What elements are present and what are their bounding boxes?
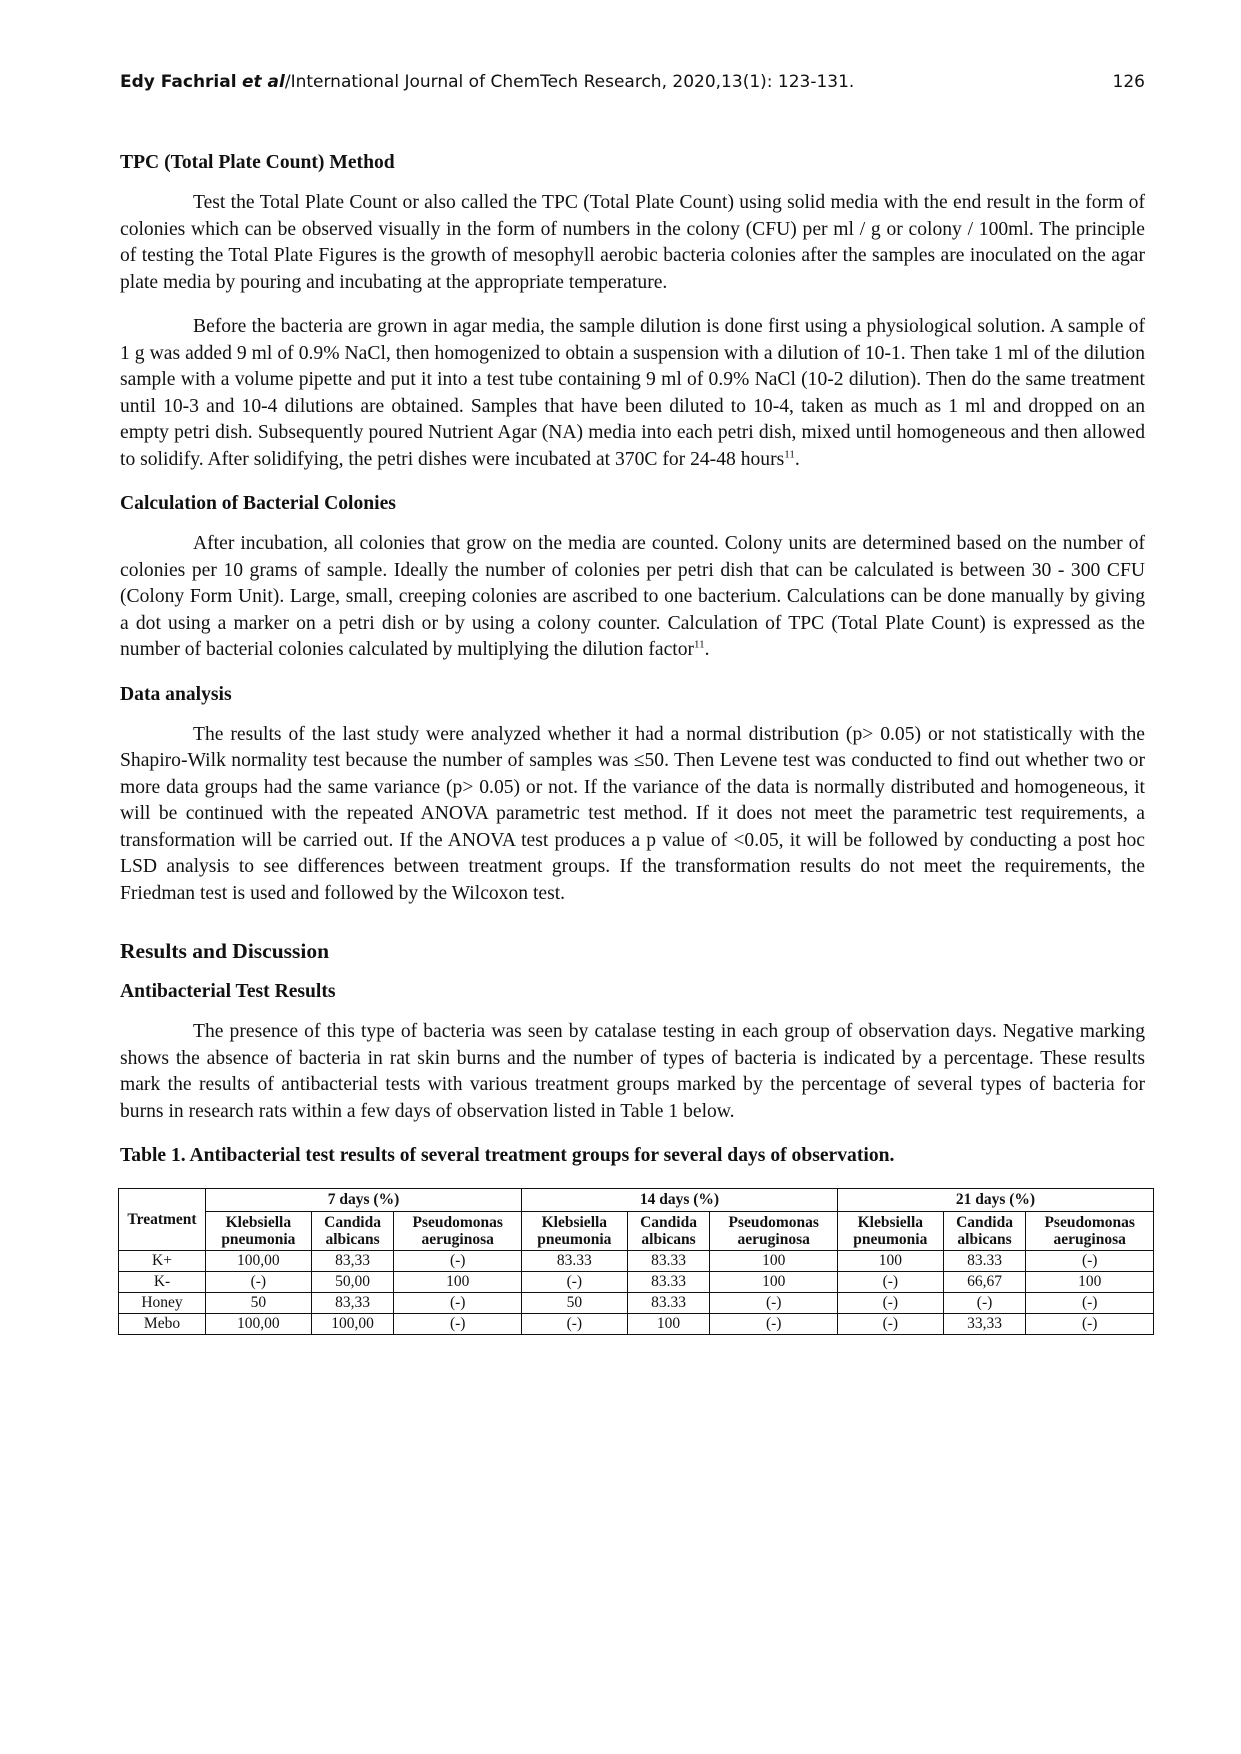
value-cell: 66,67 xyxy=(943,1271,1026,1292)
value-cell: (-) xyxy=(521,1271,627,1292)
value-cell: 83.33 xyxy=(521,1250,627,1271)
species-header xyxy=(710,1211,838,1250)
genus: Candida xyxy=(324,1213,381,1231)
value-cell: 83.33 xyxy=(943,1250,1026,1271)
header-journal: /International Journal of ChemTech Research, 2020,13(1): 123-131. xyxy=(284,72,855,92)
species-header xyxy=(627,1211,710,1250)
tpc-paragraph-2 xyxy=(120,314,1145,473)
value-cell: 100 xyxy=(710,1271,838,1292)
genus: Candida xyxy=(956,1213,1013,1231)
value-cell: 100,00 xyxy=(206,1313,312,1334)
treatment-cell: K- xyxy=(119,1271,206,1292)
treatment-cell: K+ xyxy=(119,1250,206,1271)
value-cell: 100,00 xyxy=(206,1250,312,1271)
species: albicans xyxy=(641,1230,696,1248)
sentence-end: . xyxy=(704,639,710,660)
value-cell: (-) xyxy=(394,1250,522,1271)
table-row xyxy=(119,1250,1154,1271)
value-cell: 50 xyxy=(206,1292,312,1313)
value-cell: (-) xyxy=(837,1313,943,1334)
value-cell: 100 xyxy=(710,1250,838,1271)
genus: Pseudomonas xyxy=(412,1213,503,1231)
value-cell: 83.33 xyxy=(627,1271,710,1292)
genus: Pseudomonas xyxy=(728,1213,819,1231)
group-header-7-days: 7 days (%) xyxy=(206,1188,522,1211)
group-header-21-days: 21 days (%) xyxy=(837,1188,1153,1211)
species-header xyxy=(394,1211,522,1250)
value-cell: (-) xyxy=(394,1292,522,1313)
page-number: 126 xyxy=(1112,72,1145,92)
value-cell: 100 xyxy=(627,1313,710,1334)
tpc-heading: TPC (Total Plate Count) Method xyxy=(120,152,395,173)
tpc-paragraph-1: Test the Total Plate Count or also called the TPC (Total Plate Count) using solid media with the end result in the form of colonies which can be observed visually in the form of numbers in the colony (CFU) per ml / g or colony / 100ml. The principle of testing the Total Plate Figures is the growth of mesophyll aerobic bacteria colonies after the samples are inoculated on the agar plate media by pouring and incubating at the appropriate temperature. xyxy=(120,192,1145,293)
treatment-header: Treatment xyxy=(119,1188,206,1250)
value-cell: 100 xyxy=(394,1271,522,1292)
tpc-paragraph-2-text: Before the bacteria are grown in agar media, the sample dilution is done first using a physiological solution. A sample of 1 g was added 9 ml of 0.9% NaCl, then homogenized to obtain a suspension with a dilution of 10-1. Then take 1 ml of the dilution sample with a volume pipette and put it into a test tube containing 9 ml of 0.9% NaCl (10-2 dilution). Then do the same treatment until 10-3 and 10-4 dilutions are obtained. Samples that have been diluted to 10-4, taken as much as 1 ml and dropped on an empty petri dish. Subsequently poured Nutrient Agar (NA) media into each petri dish, mixed until homogeneous and then allowed to solidify. After solidifying, the petri dishes were incubated at 370C for 24-48 hours xyxy=(120,316,1145,470)
value-cell: 100,00 xyxy=(311,1313,394,1334)
article-body xyxy=(120,150,1145,1335)
value-cell: (-) xyxy=(943,1292,1026,1313)
sentence-end: . xyxy=(794,448,800,470)
antibacterial-paragraph: The presence of this type of bacteria was seen by catalase testing in each group of observation days. Negative marking shows the absence of bacteria in rat skin burns and the number of types of bacteria is indicated by a percentage. These results mark the results of antibacterial tests with various treatment groups marked by the percentage of several types of bacteria for burns in research rats within a few days of observation listed in Table 1 below. xyxy=(120,1021,1145,1122)
genus: Candida xyxy=(640,1213,697,1231)
value-cell: (-) xyxy=(837,1271,943,1292)
species-header xyxy=(1026,1211,1154,1250)
treatment-cell: Honey xyxy=(119,1292,206,1313)
citation-ref: 11 xyxy=(694,638,705,651)
species-header xyxy=(837,1211,943,1250)
value-cell: 50 xyxy=(521,1292,627,1313)
value-cell: (-) xyxy=(1026,1292,1154,1313)
value-cell: (-) xyxy=(710,1313,838,1334)
value-cell: (-) xyxy=(1026,1313,1154,1334)
species: albicans xyxy=(325,1230,380,1248)
genus: Klebsiella xyxy=(541,1213,608,1231)
table-caption: Table 1. Antibacterial test results of several treatment groups for several days of observation. xyxy=(120,1145,895,1166)
value-cell: (-) xyxy=(394,1313,522,1334)
genus: Pseudomonas xyxy=(1044,1213,1135,1231)
species-header xyxy=(311,1211,394,1250)
antibacterial-heading: Antibacterial Test Results xyxy=(120,981,336,1002)
data-analysis-paragraph: The results of the last study were analyzed whether it had a normal distribution (p> 0.05) or not statistically with the Shapiro-Wilk normality test because the number of samples was ≤50. Then Levene test was conducted to find out whether two or more data groups had the same variance (p> 0.05) or not. If the variance of the data is normally distributed and homogeneous, it will be continued with the repeated ANOVA parametric test method. If it does not meet the parametric test requirements, a transformation will be carried out. If the ANOVA test produces a p value of <0.05, it will be followed by conducting a post hoc LSD analysis to see differences between treatment groups. If the transformation results do not meet the requirements, the Friedman test is used and followed by the Wilcoxon test. xyxy=(120,723,1145,904)
group-header-14-days: 14 days (%) xyxy=(521,1188,837,1211)
table-species-header-row xyxy=(119,1211,1154,1250)
genus: Klebsiella xyxy=(857,1213,924,1231)
results-heading: Results and Discussion xyxy=(120,939,330,963)
species: pneumonia xyxy=(537,1230,612,1248)
value-cell: 83.33 xyxy=(627,1250,710,1271)
value-cell: 100 xyxy=(1026,1271,1154,1292)
value-cell: 100 xyxy=(837,1250,943,1271)
value-cell: (-) xyxy=(710,1292,838,1313)
value-cell: (-) xyxy=(837,1292,943,1313)
antibacterial-results-table xyxy=(118,1188,1154,1335)
value-cell: 83,33 xyxy=(311,1292,394,1313)
table-group-header-row xyxy=(119,1188,1154,1211)
value-cell: 50,00 xyxy=(311,1271,394,1292)
species-header xyxy=(521,1211,627,1250)
calc-paragraph xyxy=(120,531,1145,664)
calc-paragraph-text: After incubation, all colonies that grow on the media are counted. Colony units are determined based on the number of colonies per 10 grams of sample. Ideally the number of colonies per petri dish that can be calculated is between 30 - 300 CFU (Colony Form Unit). Large, small, creeping colonies are ascribed to one bacterium. Calculations can be done manually by giving a dot using a marker on a petri dish or by using a colony counter. Calculation of TPC (Total Plate Count) is expressed as the number of bacterial colonies calculated by multiplying the dilution factor xyxy=(120,533,1145,660)
calc-heading: Calculation of Bacterial Colonies xyxy=(120,493,396,514)
species: aeruginosa xyxy=(737,1230,810,1248)
treatment-cell: Mebo xyxy=(119,1313,206,1334)
species: albicans xyxy=(957,1230,1012,1248)
data-analysis-heading: Data analysis xyxy=(120,683,232,705)
header-etal: et al xyxy=(241,72,285,92)
header-author: Edy Fachrial xyxy=(120,72,237,92)
value-cell: (-) xyxy=(206,1271,312,1292)
table-row xyxy=(119,1292,1154,1313)
value-cell: (-) xyxy=(521,1313,627,1334)
species-header xyxy=(943,1211,1026,1250)
table-row xyxy=(119,1313,1154,1334)
species: aeruginosa xyxy=(1053,1230,1126,1248)
citation-ref: 11 xyxy=(784,447,795,460)
value-cell: (-) xyxy=(1026,1250,1154,1271)
running-header xyxy=(120,72,1145,112)
species: aeruginosa xyxy=(421,1230,494,1248)
species: pneumonia xyxy=(221,1230,296,1248)
value-cell: 33,33 xyxy=(943,1313,1026,1334)
species-header xyxy=(206,1211,312,1250)
value-cell: 83.33 xyxy=(627,1292,710,1313)
species: pneumonia xyxy=(853,1230,928,1248)
genus: Klebsiella xyxy=(225,1213,292,1231)
value-cell: 83,33 xyxy=(311,1250,394,1271)
header-citation xyxy=(120,72,854,92)
table-row xyxy=(119,1271,1154,1292)
